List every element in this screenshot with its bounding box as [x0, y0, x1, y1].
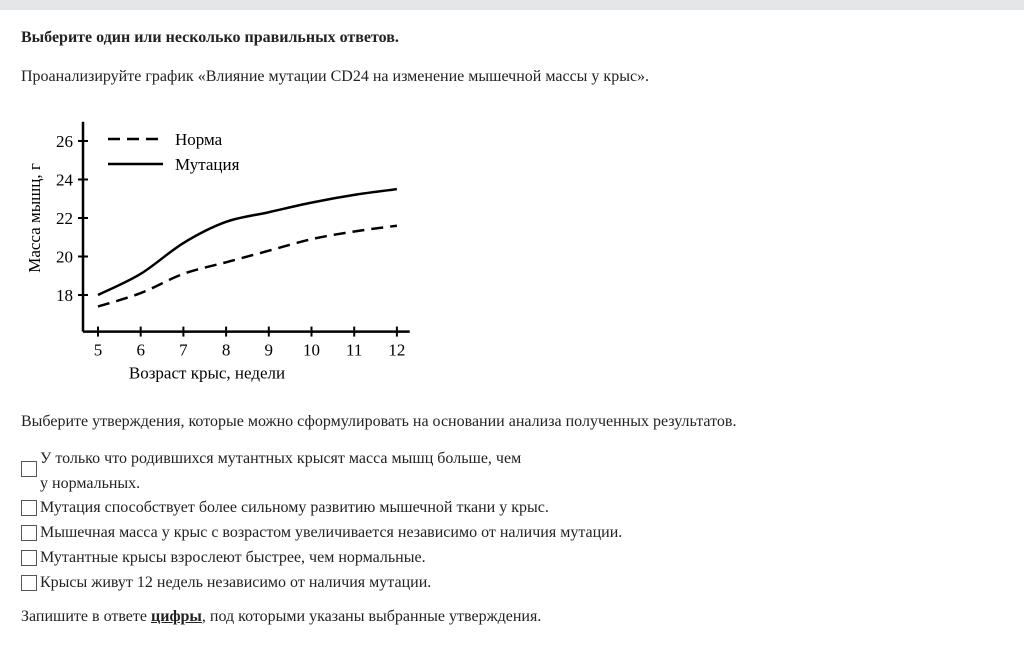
option-label: Мутация способствует более сильному развитию мышечной ткани у крыс.	[40, 499, 549, 516]
y-tick-label: 26	[56, 132, 73, 151]
y-tick-label: 24	[56, 170, 73, 190]
prompt: Проанализируйте график «Влияние мутации CD24 на изменение мышечной массы у крыс».	[21, 68, 650, 85]
option-label: У только что родившихся мутантных крысят масса мышц больше, чем	[40, 450, 522, 467]
legend-label: Норма	[175, 130, 223, 149]
option-checkbox[interactable]	[21, 550, 37, 566]
question: Выберите утверждения, которые можно сформулировать на основании анализа полученных результатов.	[21, 413, 737, 430]
x-tick-label: 9	[264, 340, 274, 360]
chart	[0, 110, 440, 390]
legend-label: Мутация	[175, 155, 240, 174]
option-checkbox[interactable]	[21, 461, 37, 477]
top-bar	[0, 0, 1024, 10]
option-checkbox[interactable]	[21, 500, 37, 516]
footer-emphasis: цифры	[151, 608, 202, 625]
y-axis-label: Масса мышц, г	[25, 163, 44, 273]
x-tick-label: 8	[221, 340, 231, 360]
series-line-mutation	[98, 189, 397, 295]
x-tick-label: 10	[303, 340, 320, 360]
option-checkbox[interactable]	[21, 525, 37, 541]
option-label: Мышечная масса у крыс с возрастом увеличивается независимо от наличия мутации.	[40, 524, 623, 541]
x-tick-label: 5	[93, 340, 103, 360]
y-tick-label: 20	[56, 247, 73, 267]
option-checkbox[interactable]	[21, 575, 37, 591]
y-tick-label: 22	[56, 209, 73, 228]
x-tick-label: 11	[346, 340, 363, 360]
series-line-norma	[98, 226, 397, 307]
x-axis-label: Возраст крыс, недели	[128, 363, 286, 383]
instruction: Выберите один или несколько правильных ответов.	[21, 29, 399, 46]
footer-note	[21, 608, 541, 626]
footer-text: Запишите в ответе	[21, 608, 151, 625]
option-label: Крысы живут 12 недель независимо от наличия мутации.	[40, 574, 432, 591]
x-tick-label: 12	[388, 340, 406, 360]
footer-text: , под которыми указаны выбранные утверждения.	[201, 608, 542, 625]
option-label: у нормальных.	[40, 475, 141, 492]
option-label: Мутантные крысы взрослеют быстрее, чем нормальные.	[40, 549, 426, 566]
x-tick-label: 7	[179, 340, 188, 360]
x-tick-label: 6	[136, 340, 145, 360]
y-tick-label: 18	[56, 286, 73, 305]
